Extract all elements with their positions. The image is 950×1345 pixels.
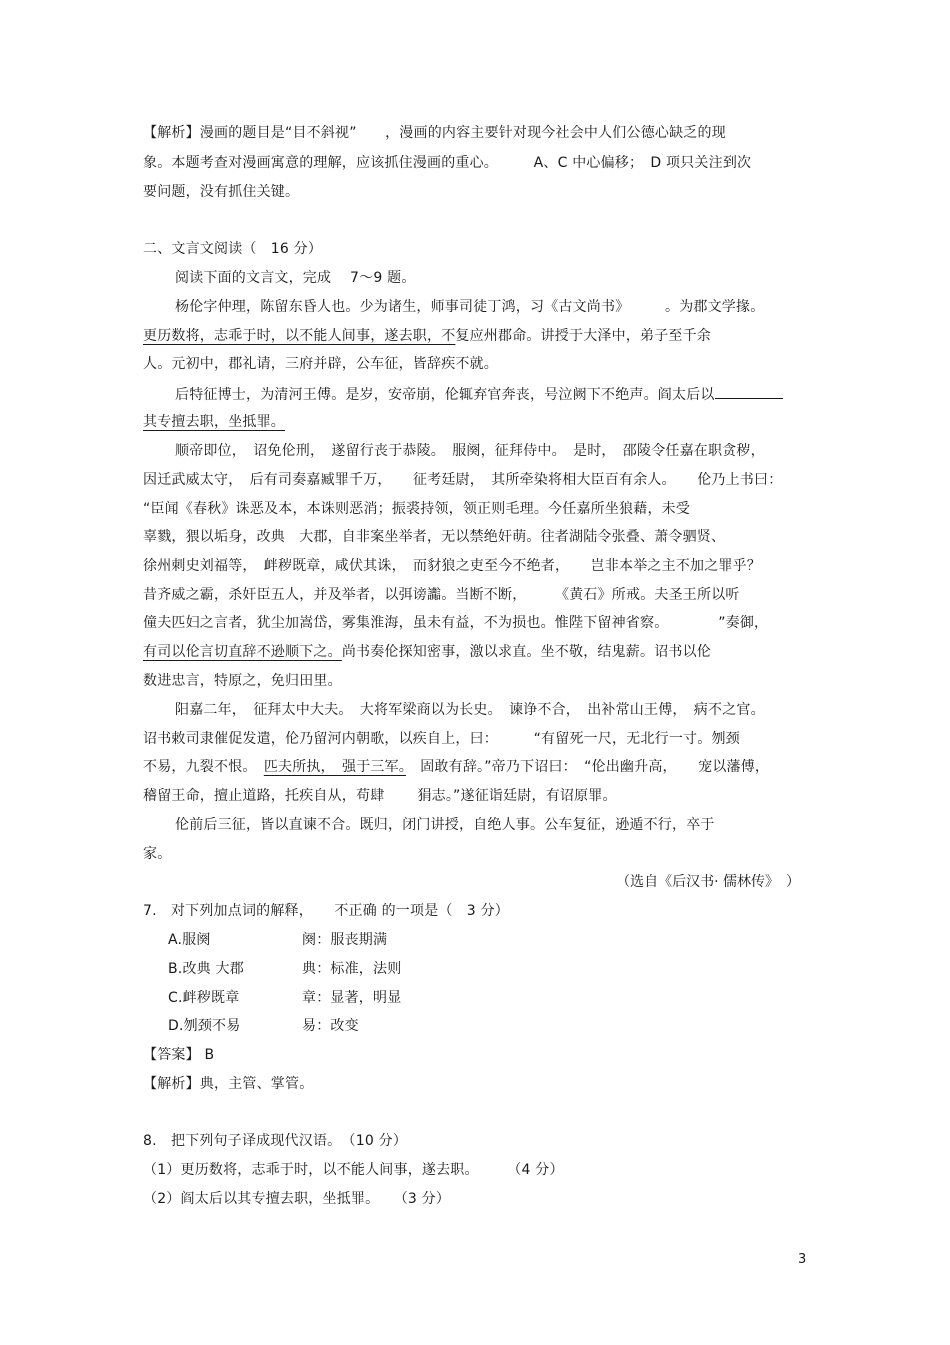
translation-item-1: （1）更历数将，志乖于时，以不能人间事，遂去职。 （4 分） [143, 1162, 564, 1178]
section-heading: 二、文言文阅读（ 16 分） [143, 241, 323, 257]
answer-line: 【答案】 B [143, 1047, 215, 1063]
passage-line: 昔齐威之霸，杀奸臣五人，并及举者，以弭谤讟。当断不断， 《黄石》所戒。夫圣王所以听 [143, 587, 740, 603]
passage-line: 辜戮，猥以垢身，改典 大郡，自非案坐举者，无以禁绝奸萌。往者湖陆令张叠、萧令驷贤、 [143, 529, 726, 545]
passage-line: 僮夫匹妇之言者，犹尘加嵩岱，雾集淮海，虽未有益，不为损也。惟陛下留神省察。 ”奏御， [143, 615, 769, 631]
option-d-label: D.刎颈不易 [168, 1018, 241, 1034]
passage-line: 家。 [143, 846, 172, 862]
passage-line: 伦前后三征，皆以直谏不合。既归，闭门讲授，自绝人事。公车复征，逊遁不行，卒于 [175, 817, 715, 833]
passage-line: 阳嘉二年， 征拜太中大夫。 大将军梁商以为长史。 谏诤不合， 出补常山王傅， 病不之官。 [175, 702, 765, 718]
passage-line: 稽留王命，擅止道路，托疾自从，苟肆 狷志。”遂征诣廷尉，有诏原罪。 [143, 788, 617, 804]
underline-blank [715, 384, 783, 399]
underlined-sentence: 更历数将，志乖于时，以不能人间事，遂去职，不 [143, 328, 456, 344]
passage-text: 复应州郡命。讲授于大泽中，弟子至千余 [455, 328, 712, 344]
option-a-definition: 阕：服丧期满 [302, 932, 388, 948]
analysis-line: 象。本题考查对漫画寓意的理解，应该抓住漫画的重心。 A、C 中心偏移； D 项只关注到次 [143, 155, 752, 171]
option-b-definition: 典：标准，法则 [302, 961, 402, 977]
option-b-label: B.改典 大郡 [168, 961, 244, 977]
underlined-sentence: 匹夫所执， 强于三军。 [263, 759, 407, 775]
passage-line: 因迁武威太守， 后有司奏嘉臧罪千万， 征考廷尉， 其所牵染将相大臣百有余人。 伦乃上书曰： [143, 472, 783, 488]
page-number: 3 [798, 1252, 807, 1267]
source-citation: （选自《后汉书· 儒林传》 ） [616, 874, 800, 890]
option-d-definition: 易：改变 [302, 1018, 359, 1034]
passage-line [175, 384, 783, 405]
passage-line: 杨伦字仲理，陈留东昏人也。少为诸生，师事司徒丁鸿，习《古文尚书》 。为郡文学掾。 [175, 299, 765, 315]
analysis-line: 【解析】典，主管、掌管。 [143, 1076, 314, 1092]
option-a-label: A.服阕 [168, 932, 211, 948]
passage-line: 诏书敕司隶催促发遣，伦乃留河内朝歌，以疾自上，曰： “有留死一尺，无北行一寸。刎颈 [143, 731, 740, 747]
passage-line: “臣闻《春秋》诛恶及本，本诛则恶消；振裘持领，领正则毛理。今任嘉所坐狼藉，未受 [143, 501, 691, 517]
passage-text: 后特征博士，为清河王傅。是岁，安帝崩，伦辄弃官奔丧，号泣阙下不绝声。阎太后以 [175, 387, 715, 403]
passage-line: 人。元初中，郡礼请，三府并辟，公车征，皆辞疾不就。 [143, 356, 498, 372]
option-c-label: C.衅秽既章 [168, 990, 240, 1006]
passage-line: 徐州刺史刘福等， 衅秽既章，咸伏其诛， 而豺狼之吏至今不绝者， 岂非本举之主不加之罪乎？ [143, 558, 761, 574]
passage-line [143, 412, 285, 432]
passage-text: 尚书奏伦探知密事，激以求直。坐不敬，结鬼薪。诏书以伦 [341, 644, 712, 660]
passage-line: 数进忠言，特原之，免归田里。 [143, 673, 342, 689]
section-instruction: 阅读下面的文言文，完成 7～9 题。 [175, 270, 416, 286]
passage-line [143, 326, 711, 346]
passage-line: 顺帝即位， 诏免伦刑， 遂留行丧于恭陵。 服阕，征拜侍中。 是时， 邵陵令任嘉在职贪秽， [175, 443, 765, 459]
analysis-line: 【解析】漫画的题目是“目不斜视” ，漫画的内容主要针对现今社会中人们公德心缺乏的现 [143, 125, 726, 141]
passage-text: 不易，九裂不恨。 [143, 759, 264, 775]
underlined-sentence: 有司以伦言切直辞不逊顺下之。 [143, 644, 342, 660]
passage-line [143, 757, 769, 777]
underlined-sentence: 其专擅去职，坐抵罪。 [143, 414, 285, 430]
question-7-stem: 7. 对下列加点词的解释， 不正确 的一项是（ 3 分） [143, 903, 509, 919]
question-8-stem: 8. 把下列句子译成现代汉语。 （10 分） [143, 1133, 408, 1149]
translation-item-2: （2）阎太后以其专擅去职，坐抵罪。 （3 分） [143, 1191, 451, 1207]
option-c-definition: 章：显著，明显 [302, 990, 402, 1006]
analysis-line: 要问题，没有抓住关键。 [143, 184, 300, 200]
passage-text: 固敢有辞。”帝乃下诏曰： “伦出幽升高， 宠以藩傅， [406, 759, 770, 775]
passage-line [143, 642, 711, 662]
